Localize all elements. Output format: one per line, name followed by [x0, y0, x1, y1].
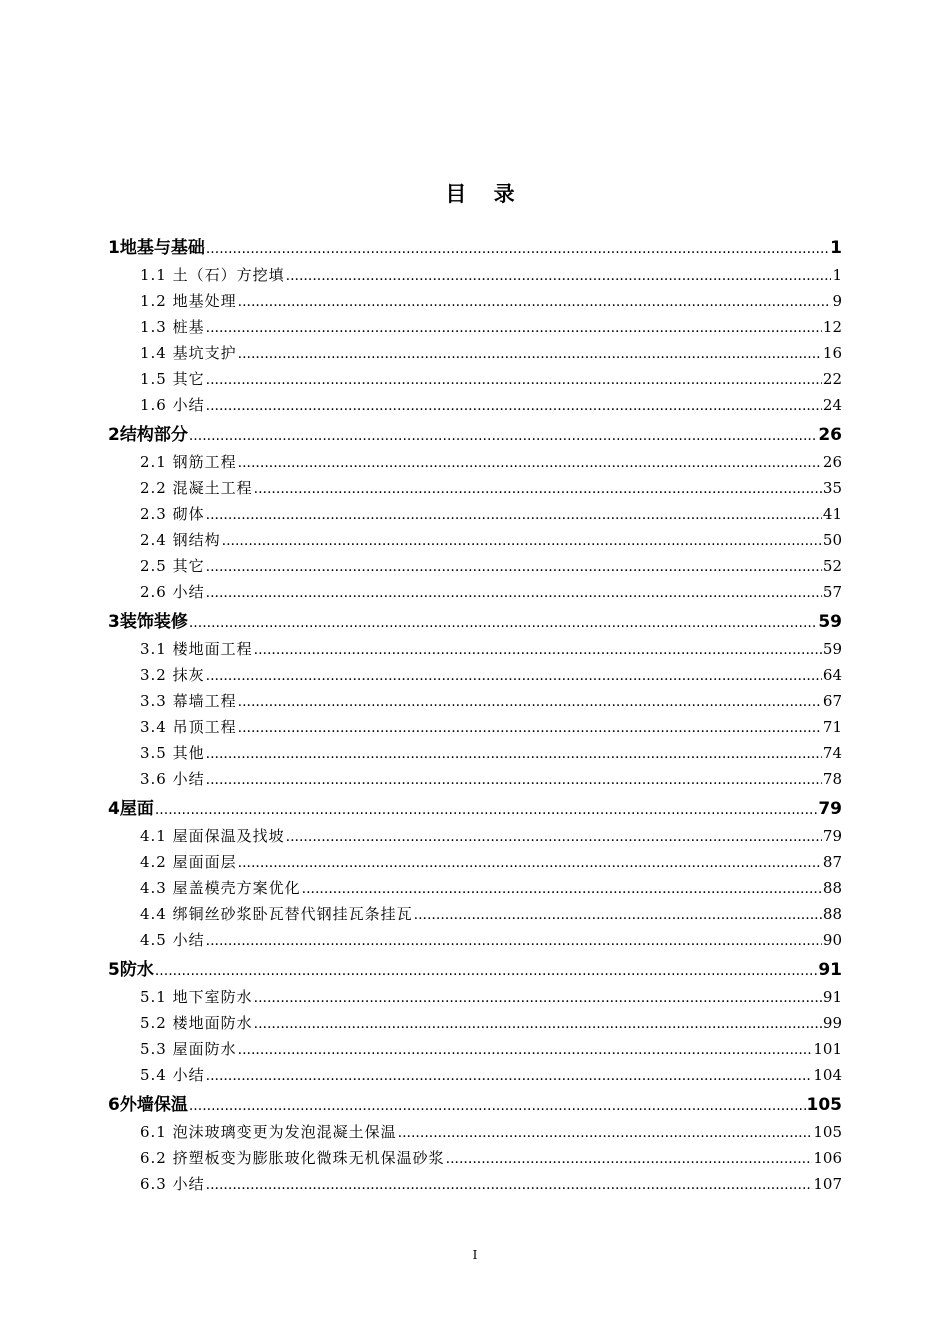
chapter-page-number: 105 [806, 1095, 842, 1115]
dot-leader [238, 850, 822, 875]
dot-leader [238, 715, 822, 740]
toc-section-entry[interactable] [108, 1119, 842, 1145]
toc-section-entry[interactable] [108, 875, 842, 901]
chapter-title: 3装饰装修 [108, 612, 188, 632]
toc-section-entry[interactable] [108, 1010, 842, 1036]
section-title: 3.5 其他 [140, 744, 205, 762]
toc-chapter-entry[interactable] [108, 421, 842, 449]
section-page-number: 101 [813, 1040, 842, 1058]
dot-leader [238, 689, 822, 714]
toc-section-entry[interactable] [108, 527, 842, 553]
toc-section-entry[interactable] [108, 579, 842, 605]
toc-section-entry[interactable] [108, 340, 842, 366]
section-title: 4.2 屋面面层 [140, 853, 237, 871]
section-page-number: 12 [822, 318, 842, 336]
dot-leader [238, 450, 822, 475]
section-page-number: 99 [822, 1014, 842, 1032]
section-title: 4.5 小结 [140, 931, 205, 949]
section-page-number: 107 [813, 1175, 842, 1193]
dot-leader [206, 663, 822, 688]
section-page-number: 88 [822, 879, 842, 897]
section-page-number: 64 [822, 666, 842, 684]
chapter-title: 2结构部分 [108, 425, 188, 445]
section-title: 2.3 砌体 [140, 505, 205, 523]
toc-section-entry[interactable] [108, 475, 842, 501]
section-page-number: 71 [822, 718, 842, 736]
section-page-number: 16 [822, 344, 842, 362]
toc-chapter-entry[interactable] [108, 608, 842, 636]
section-page-number: 105 [813, 1123, 842, 1141]
dot-leader [398, 1120, 813, 1145]
toc-section-entry[interactable] [108, 262, 842, 288]
section-page-number: 24 [822, 396, 842, 414]
dot-leader [189, 1092, 806, 1119]
section-page-number: 104 [813, 1066, 842, 1084]
section-page-number: 52 [822, 557, 842, 575]
section-title: 1.3 桩基 [140, 318, 205, 336]
section-title: 3.4 吊顶工程 [140, 718, 237, 736]
section-title: 1.6 小结 [140, 396, 205, 414]
toc-section-entry[interactable] [108, 688, 842, 714]
section-title: 1.2 地基处理 [140, 292, 237, 310]
toc-title: 目 录 [445, 182, 525, 206]
section-title: 2.6 小结 [140, 583, 205, 601]
toc-section-entry[interactable] [108, 1145, 842, 1171]
dot-leader [206, 580, 822, 605]
dot-leader [222, 528, 822, 553]
toc-section-entry[interactable] [108, 849, 842, 875]
section-title: 5.2 楼地面防水 [140, 1014, 253, 1032]
chapter-page-number: 91 [818, 960, 842, 980]
section-title: 6.3 小结 [140, 1175, 205, 1193]
dot-leader [206, 367, 822, 392]
section-page-number: 88 [822, 905, 842, 923]
section-title: 1.1 土（石）方挖填 [140, 266, 285, 284]
chapter-title: 4屋面 [108, 799, 154, 819]
chapter-page-number: 1 [830, 238, 842, 258]
section-title: 6.2 挤塑板变为膨胀玻化微珠无机保温砂浆 [140, 1149, 445, 1167]
dot-leader [254, 637, 822, 662]
dot-leader [206, 502, 822, 527]
section-title: 6.1 泡沫玻璃变更为发泡混凝土保温 [140, 1123, 397, 1141]
section-page-number: 9 [832, 292, 842, 310]
section-title: 5.1 地下室防水 [140, 988, 253, 1006]
section-title: 1.4 基坑支护 [140, 344, 237, 362]
section-page-number: 79 [822, 827, 842, 845]
toc-section-entry[interactable] [108, 927, 842, 953]
toc-section-entry[interactable] [108, 740, 842, 766]
section-title: 3.3 幕墙工程 [140, 692, 237, 710]
dot-leader [206, 315, 822, 340]
toc-chapter-entry[interactable] [108, 234, 842, 262]
section-page-number: 35 [822, 479, 842, 497]
section-page-number: 57 [822, 583, 842, 601]
section-title: 4.3 屋盖模壳方案优化 [140, 879, 301, 897]
section-page-number: 106 [813, 1149, 842, 1167]
dot-leader [189, 609, 817, 636]
dot-leader [446, 1146, 813, 1171]
toc-section-entry[interactable] [108, 901, 842, 927]
toc-section-entry[interactable] [108, 501, 842, 527]
section-title: 2.5 其它 [140, 557, 205, 575]
dot-leader [206, 393, 822, 418]
section-title: 2.2 混凝土工程 [140, 479, 253, 497]
section-page-number: 78 [822, 770, 842, 788]
section-page-number: 91 [822, 988, 842, 1006]
section-page-number: 22 [822, 370, 842, 388]
section-page-number: 67 [822, 692, 842, 710]
toc-section-entry[interactable] [108, 714, 842, 740]
section-title: 3.2 抹灰 [140, 666, 205, 684]
table-of-contents [108, 234, 842, 1197]
section-title: 2.4 钢结构 [140, 531, 221, 549]
dot-leader [155, 957, 817, 984]
section-page-number: 59 [822, 640, 842, 658]
page-footer-number: I [472, 1248, 478, 1262]
dot-leader [238, 289, 832, 314]
dot-leader [155, 796, 817, 823]
dot-leader [254, 985, 822, 1010]
section-page-number: 90 [822, 931, 842, 949]
section-title: 4.4 绑铜丝砂浆卧瓦替代钢挂瓦条挂瓦 [140, 905, 413, 923]
toc-section-entry[interactable] [108, 1036, 842, 1062]
toc-chapter-entry[interactable] [108, 795, 842, 823]
section-title: 5.4 小结 [140, 1066, 205, 1084]
section-title: 2.1 钢筋工程 [140, 453, 237, 471]
toc-section-entry[interactable] [108, 288, 842, 314]
toc-section-entry[interactable] [108, 1171, 842, 1197]
section-title: 5.3 屋面防水 [140, 1040, 237, 1058]
dot-leader [238, 341, 822, 366]
toc-section-entry[interactable] [108, 984, 842, 1010]
section-title: 3.6 小结 [140, 770, 205, 788]
dot-leader [286, 824, 822, 849]
toc-section-entry[interactable] [108, 823, 842, 849]
chapter-title: 1地基与基础 [108, 238, 205, 258]
dot-leader [414, 902, 822, 927]
chapter-page-number: 26 [818, 425, 842, 445]
dot-leader [189, 422, 817, 449]
toc-section-entry[interactable] [108, 553, 842, 579]
chapter-title: 5防水 [108, 960, 154, 980]
section-page-number: 50 [822, 531, 842, 549]
dot-leader [206, 1063, 813, 1088]
dot-leader [206, 1172, 813, 1197]
chapter-page-number: 59 [818, 612, 842, 632]
dot-leader [206, 741, 822, 766]
dot-leader [254, 1011, 822, 1036]
section-page-number: 74 [822, 744, 842, 762]
toc-section-entry[interactable] [108, 449, 842, 475]
toc-section-entry[interactable] [108, 392, 842, 418]
section-title: 1.5 其它 [140, 370, 205, 388]
dot-leader [206, 928, 822, 953]
section-page-number: 87 [822, 853, 842, 871]
dot-leader [206, 767, 822, 792]
toc-section-entry[interactable] [108, 1062, 842, 1088]
dot-leader [302, 876, 822, 901]
section-page-number: 41 [822, 505, 842, 523]
toc-section-entry[interactable] [108, 366, 842, 392]
section-page-number: 1 [832, 266, 842, 284]
dot-leader [206, 554, 822, 579]
toc-chapter-entry[interactable] [108, 1091, 842, 1119]
dot-leader [254, 476, 822, 501]
section-title: 4.1 屋面保温及找坡 [140, 827, 285, 845]
chapter-title: 6外墙保温 [108, 1095, 188, 1115]
dot-leader [206, 235, 829, 262]
section-page-number: 26 [822, 453, 842, 471]
toc-chapter-entry[interactable] [108, 956, 842, 984]
section-title: 3.1 楼地面工程 [140, 640, 253, 658]
toc-section-entry[interactable] [108, 636, 842, 662]
toc-section-entry[interactable] [108, 662, 842, 688]
chapter-page-number: 79 [818, 799, 842, 819]
dot-leader [238, 1037, 813, 1062]
toc-section-entry[interactable] [108, 766, 842, 792]
dot-leader [286, 263, 832, 288]
toc-section-entry[interactable] [108, 314, 842, 340]
